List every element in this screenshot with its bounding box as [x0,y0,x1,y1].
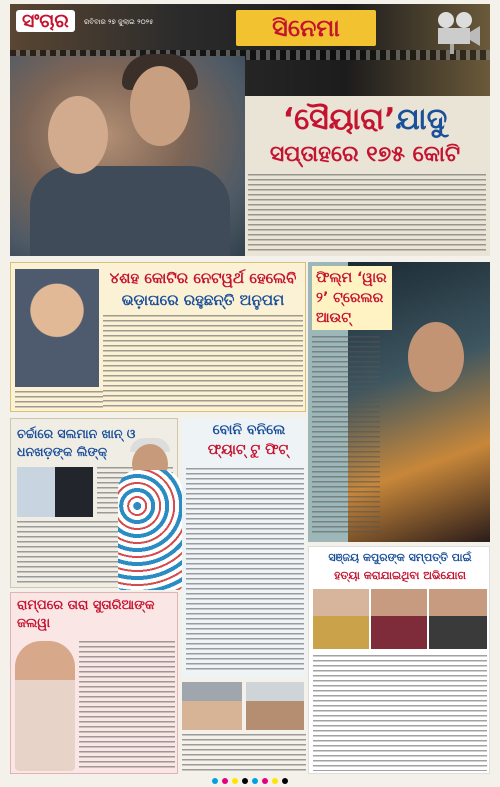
anupam-body-text-2 [15,391,103,409]
war2-headline: ଫିଲ୍ମ ‘ୱାର ୨’ ଟ୍ରେଲର ଆଉଟ୍ [312,266,392,330]
color-swatch [252,778,258,784]
color-swatch [262,778,268,784]
boney-photo [118,470,182,590]
color-swatch [212,778,218,784]
boney-after-photo [246,682,304,730]
hero-story [10,96,490,256]
dateline: ରବିବାର ୨୭ ଜୁଲାଇ ୨୦୨୫ [84,18,154,26]
boney-before-photo [182,682,242,730]
sanjay-photo-1 [313,589,369,649]
boney-body-text [186,468,304,673]
sanjay-headline: ସଞ୍ଜୟ କପୁରଙ୍କ ସମ୍ପତ୍ତି ପାଇଁ [328,551,472,564]
movie-camera-icon [432,10,482,54]
salman-photo [17,467,93,517]
print-color-bar [0,778,500,784]
salman-headline: ଚର୍ଚ୍ଚାରେ ସଲମାନ ଖାନ୍ ଓ ଧନଖଡ଼ଙ୍କ ଲିଙ୍କ୍ [17,426,136,459]
war2-story [308,262,490,542]
boney-story [182,418,306,678]
war2-body-text [312,336,380,536]
hero-body-text [248,174,486,252]
brand-logo: ସଂଚାର [16,10,75,32]
taara-headline: ରାମ୍ପରେ ତାରା ସୁତାରିଆଙ୍କ ଜଲୱା [17,598,155,631]
hero-headline: ‘ସୈୟାରା’ଯାଦୁ [282,102,448,137]
color-swatch [282,778,288,784]
sanjay-story [308,546,490,774]
color-swatch [242,778,248,784]
color-swatch [272,778,278,784]
color-swatch [232,778,238,784]
boney-body-text-2 [182,734,306,774]
boney-subheadline: ଫ୍ୟାଟ୍ ଟୁ ଫିଟ୍ [207,442,289,458]
hero-subheadline: ସପ୍ତାହରେ ୧୭୫ କୋଟି [269,142,461,167]
taara-body-text [79,641,175,771]
sanjay-photo-3 [429,589,487,649]
sanjay-body-text [313,655,487,771]
boney-headline: ବୋନି ବନିଲେ [212,422,286,438]
section-title: ସିନେମା [236,10,376,46]
sanjay-subheadline: ହତ୍ୟା କରାଯାଇଥିବା ଅଭିଯୋଗ [334,569,466,582]
anupam-photo [15,269,99,387]
taara-story [10,592,178,774]
anupam-body-text [103,315,303,409]
sanjay-photo-2 [371,589,427,649]
anupam-story [10,262,306,412]
taara-photo [15,641,75,771]
anupam-headline: ୪ଶହ କୋଟିର ନେଟୱର୍ଥ ହେଲେବି ଭଡ଼ାଘରେ ରହୁଛନ୍ତି ଅନୁପମ [109,269,297,309]
hero-photo [10,56,245,256]
color-swatch [222,778,228,784]
